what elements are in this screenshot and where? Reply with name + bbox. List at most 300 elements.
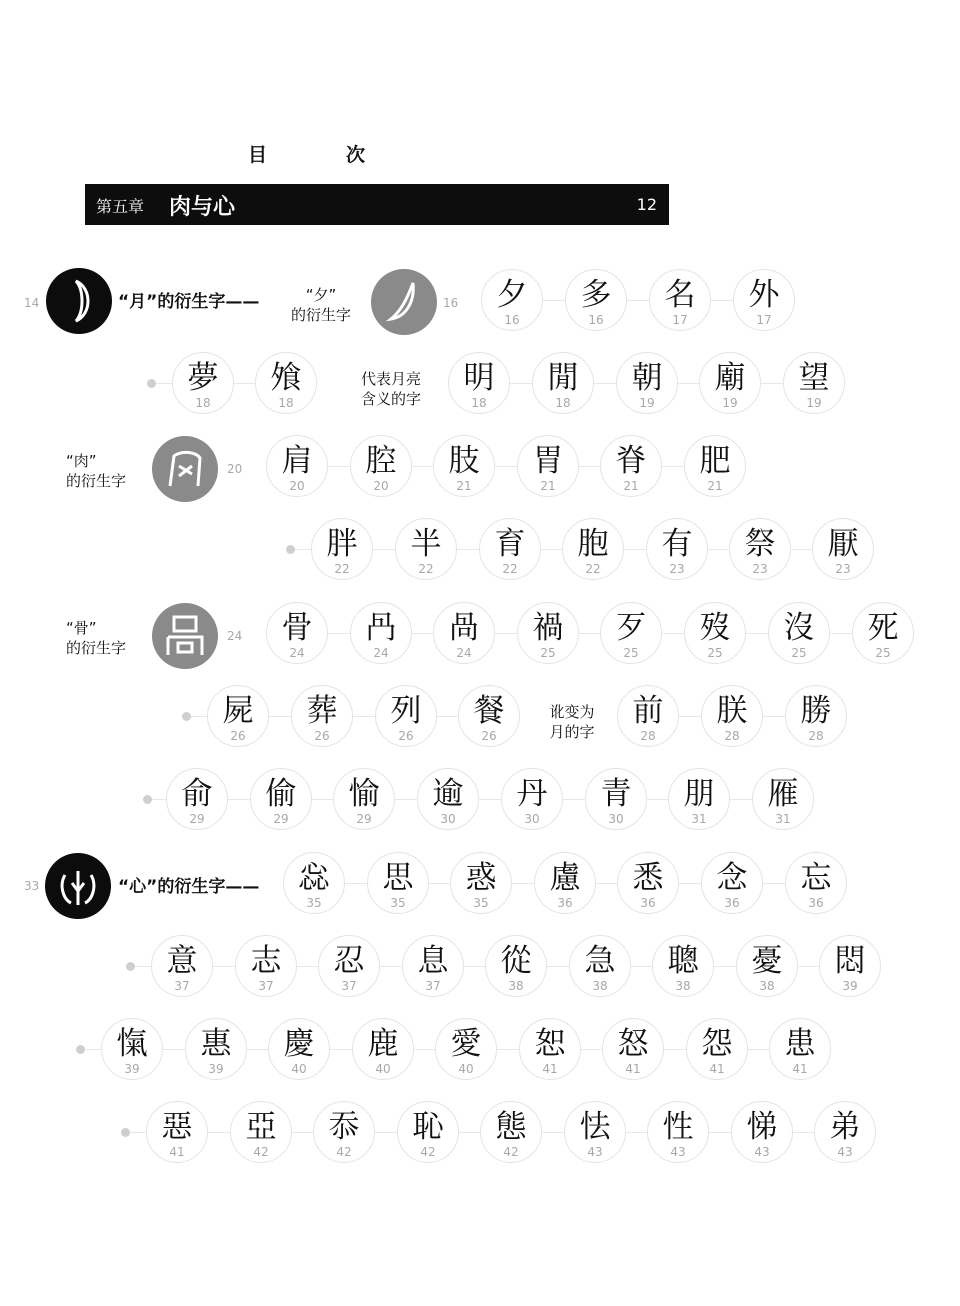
- row-bullet-dot: [182, 712, 191, 721]
- character-entry: [266, 602, 328, 664]
- row-connector-line: [495, 633, 517, 634]
- moon-meaning-note-line2: 含义的字: [360, 390, 421, 408]
- character-row: [0, 518, 960, 588]
- character-entry: [151, 935, 213, 997]
- row-connector-line: [793, 1132, 814, 1133]
- character-page-number: 23: [835, 562, 851, 576]
- row-connector-line: [708, 549, 729, 550]
- character-glyph: 餐: [473, 693, 505, 729]
- character-page-number: 22: [334, 562, 350, 576]
- character-glyph: 悉: [632, 860, 664, 896]
- character-page-number: 41: [792, 1062, 808, 1076]
- character-glyph: 愉: [348, 776, 380, 812]
- character-row: [0, 435, 960, 505]
- character-row: [0, 602, 960, 672]
- character-glyph: 志: [250, 943, 282, 979]
- row-connector-line: [679, 883, 701, 884]
- character-entry: [479, 518, 541, 580]
- character-entry: [783, 352, 845, 414]
- character-entry: [485, 935, 547, 997]
- character-page-number: 40: [458, 1062, 474, 1076]
- character-page-number: 41: [709, 1062, 725, 1076]
- heart-section-page: 33: [24, 879, 40, 893]
- character-glyph: 雁: [767, 776, 799, 812]
- row-connector-line: [594, 383, 616, 384]
- character-entry: [448, 352, 510, 414]
- character-entry: [769, 1018, 831, 1080]
- character-glyph: 急: [584, 943, 616, 979]
- character-glyph: 惠: [200, 1026, 232, 1062]
- row-connector-line: [512, 883, 534, 884]
- row-connector-line: [714, 966, 736, 967]
- row-connector-line: [579, 466, 600, 467]
- character-glyph: 祭: [744, 526, 776, 562]
- row-connector-line: [292, 1132, 313, 1133]
- character-entry: [562, 518, 624, 580]
- character-entry: [569, 935, 631, 997]
- moon-section-page: 14: [24, 296, 40, 310]
- row-connector-line: [761, 383, 783, 384]
- character-glyph: 惑: [465, 860, 497, 896]
- character-entry: [814, 1101, 876, 1163]
- character-entry: [686, 1018, 748, 1080]
- character-page-number: 29: [189, 812, 205, 826]
- character-glyph: 態: [495, 1109, 527, 1145]
- character-page-number: 38: [759, 979, 775, 993]
- character-glyph: 鹿: [367, 1026, 399, 1062]
- character-page-number: 39: [842, 979, 858, 993]
- character-glyph: 前: [632, 693, 664, 729]
- character-entry: [701, 852, 763, 914]
- character-glyph: 息: [417, 943, 449, 979]
- row-connector-line: [495, 466, 517, 467]
- character-page-number: 18: [471, 396, 487, 410]
- character-entry: [255, 352, 317, 414]
- chapter-title: 肉与心: [169, 195, 236, 220]
- row-connector-line: [581, 1049, 602, 1050]
- character-glyph: 患: [784, 1026, 816, 1062]
- character-entry: [350, 602, 412, 664]
- row-connector-line: [375, 1132, 397, 1133]
- character-page-number: 43: [754, 1145, 770, 1159]
- row-connector-line: [497, 1049, 519, 1050]
- character-entry: [812, 518, 874, 580]
- character-entry: [652, 935, 714, 997]
- row-connector-line: [709, 1132, 731, 1133]
- character-entry: [350, 435, 412, 497]
- character-entry: [501, 768, 563, 830]
- row-connector-line: [312, 799, 333, 800]
- row-connector-line: [547, 966, 569, 967]
- heart-section-label: “心”的衍生字——: [118, 877, 260, 897]
- row-connector-line: [798, 966, 819, 967]
- character-page-number: 31: [775, 812, 791, 826]
- row-connector-line: [711, 300, 733, 301]
- character-page-number: 23: [752, 562, 768, 576]
- row-connector-line: [748, 1049, 769, 1050]
- character-page-number: 41: [542, 1062, 558, 1076]
- character-page-number: 36: [640, 896, 656, 910]
- row-connector-line: [85, 1049, 101, 1050]
- character-glyph: 丹: [516, 776, 548, 812]
- character-page-number: 19: [806, 396, 822, 410]
- character-page-number: 43: [670, 1145, 686, 1159]
- character-entry: [166, 768, 228, 830]
- row-connector-line: [152, 799, 166, 800]
- character-entry: [480, 1101, 542, 1163]
- character-glyph: 青: [600, 776, 632, 812]
- character-page-number: 42: [420, 1145, 436, 1159]
- character-glyph: 弟: [829, 1109, 861, 1145]
- character-page-number: 24: [373, 646, 389, 660]
- character-glyph: 脊: [615, 443, 647, 479]
- row-connector-line: [579, 633, 600, 634]
- character-entry: [768, 602, 830, 664]
- character-glyph: 腔: [365, 443, 397, 479]
- row-connector-line: [295, 549, 311, 550]
- character-entry: [647, 1101, 709, 1163]
- character-entry: [617, 685, 679, 747]
- row-bullet-dot: [126, 962, 135, 971]
- character-entry: [602, 1018, 664, 1080]
- character-glyph: 沒: [783, 610, 815, 646]
- toc-title: 目 次: [248, 144, 396, 166]
- character-page-number: 30: [440, 812, 456, 826]
- character-page-number: 26: [481, 729, 497, 743]
- character-glyph: 逾: [432, 776, 464, 812]
- character-entry: [564, 1101, 626, 1163]
- character-entry: [585, 768, 647, 830]
- character-glyph: 亞: [245, 1109, 277, 1145]
- row-connector-line: [541, 549, 562, 550]
- character-entry: [616, 352, 678, 414]
- character-page-number: 36: [724, 896, 740, 910]
- row-connector-line: [626, 1132, 647, 1133]
- character-page-number: 25: [791, 646, 807, 660]
- character-page-number: 36: [808, 896, 824, 910]
- character-row: [0, 935, 960, 1005]
- character-glyph: 列: [390, 693, 422, 729]
- character-entry: [402, 935, 464, 997]
- row-connector-line: [746, 633, 768, 634]
- row-connector-line: [457, 549, 479, 550]
- character-page-number: 28: [640, 729, 656, 743]
- character-page-number: 43: [587, 1145, 603, 1159]
- chapter-page: 12: [636, 195, 657, 214]
- row-bullet-dot: [147, 379, 156, 388]
- character-glyph: 骨: [281, 610, 313, 646]
- row-connector-line: [208, 1132, 230, 1133]
- character-entry: [250, 768, 312, 830]
- character-glyph: 從: [500, 943, 532, 979]
- character-glyph: 慶: [283, 1026, 315, 1062]
- character-page-number: 26: [314, 729, 330, 743]
- character-page-number: 42: [253, 1145, 269, 1159]
- character-glyph: 屍: [222, 693, 254, 729]
- row-bullet-dot: [76, 1045, 85, 1054]
- meat-section-page: 20: [227, 462, 243, 476]
- row-connector-line: [791, 549, 812, 550]
- character-entry: [433, 602, 495, 664]
- character-glyph: 愾: [116, 1026, 148, 1062]
- character-entry: [333, 768, 395, 830]
- character-glyph: 忝: [328, 1109, 360, 1145]
- row-connector-line: [543, 300, 565, 301]
- character-entry: [701, 685, 763, 747]
- character-entry: [731, 1101, 793, 1163]
- character-page-number: 19: [639, 396, 655, 410]
- meat-section-label-line2: 的衍生字: [66, 472, 127, 490]
- character-page-number: 35: [473, 896, 489, 910]
- character-page-number: 37: [258, 979, 274, 993]
- character-glyph: 葬: [306, 693, 338, 729]
- row-connector-line: [328, 633, 350, 634]
- character-page-number: 29: [356, 812, 372, 826]
- character-glyph: 育: [494, 526, 526, 562]
- character-entry: [517, 602, 579, 664]
- evening-section-page: 16: [443, 296, 459, 310]
- character-entry: [266, 435, 328, 497]
- character-entry: [684, 602, 746, 664]
- bone-section-page: 24: [227, 629, 243, 643]
- character-page-number: 21: [456, 479, 472, 493]
- character-page-number: 22: [502, 562, 518, 576]
- row-connector-line: [156, 383, 172, 384]
- character-page-number: 28: [808, 729, 824, 743]
- character-glyph: 夢: [187, 360, 219, 396]
- row-connector-line: [414, 1049, 435, 1050]
- row-connector-line: [353, 716, 375, 717]
- character-entry: [668, 768, 730, 830]
- character-entry: [565, 269, 627, 331]
- character-glyph: 歹: [615, 610, 647, 646]
- moon-section-label: “月”的衍生字——: [118, 292, 260, 312]
- character-row: [0, 1018, 960, 1088]
- character-glyph: 半: [410, 526, 442, 562]
- row-connector-line: [763, 716, 785, 717]
- character-entry: [146, 1101, 208, 1163]
- character-glyph: 朋: [683, 776, 715, 812]
- character-glyph: 俞: [181, 776, 213, 812]
- character-row: [0, 768, 960, 838]
- row-connector-line: [763, 883, 785, 884]
- character-page-number: 37: [425, 979, 441, 993]
- character-page-number: 36: [557, 896, 573, 910]
- character-page-number: 35: [390, 896, 406, 910]
- character-page-number: 35: [306, 896, 322, 910]
- row-connector-line: [647, 799, 668, 800]
- character-glyph: 恕: [534, 1026, 566, 1062]
- character-page-number: 38: [592, 979, 608, 993]
- character-glyph: 望: [798, 360, 830, 396]
- character-page-number: 24: [289, 646, 305, 660]
- character-glyph: 胃: [532, 443, 564, 479]
- character-glyph: 忍: [333, 943, 365, 979]
- character-entry: [729, 518, 791, 580]
- row-connector-line: [678, 383, 699, 384]
- character-glyph: 禍: [532, 610, 564, 646]
- character-page-number: 38: [508, 979, 524, 993]
- character-glyph: 閒: [547, 360, 579, 396]
- row-connector-line: [464, 966, 485, 967]
- character-page-number: 25: [707, 646, 723, 660]
- character-glyph: 胖: [326, 526, 358, 562]
- character-page-number: 37: [174, 979, 190, 993]
- character-glyph: 肢: [448, 443, 480, 479]
- character-entry: [519, 1018, 581, 1080]
- character-entry: [646, 518, 708, 580]
- character-entry: [207, 685, 269, 747]
- character-page-number: 22: [418, 562, 434, 576]
- character-page-number: 29: [273, 812, 289, 826]
- row-connector-line: [228, 799, 250, 800]
- character-row: [0, 1101, 960, 1171]
- character-glyph: 夕: [496, 277, 528, 313]
- character-page-number: 30: [524, 812, 540, 826]
- character-glyph: 名: [664, 277, 696, 313]
- character-page-number: 25: [540, 646, 556, 660]
- character-glyph: 惢: [298, 860, 330, 896]
- evening-sub-label-line2: 的衍生字: [290, 306, 351, 324]
- character-entry: [435, 1018, 497, 1080]
- bone-section-label-line1: “骨”: [66, 619, 97, 637]
- character-glyph: 多: [580, 277, 612, 313]
- character-page-number: 43: [837, 1145, 853, 1159]
- character-glyph: 悶: [834, 943, 866, 979]
- character-page-number: 16: [504, 313, 520, 327]
- character-glyph: 歿: [699, 610, 731, 646]
- character-glyph: 忘: [800, 860, 832, 896]
- row-connector-line: [459, 1132, 480, 1133]
- character-row: [0, 352, 960, 422]
- row-connector-line: [664, 1049, 686, 1050]
- character-glyph: 胞: [577, 526, 609, 562]
- character-entry: [733, 269, 795, 331]
- character-entry: [417, 768, 479, 830]
- row-connector-line: [135, 966, 151, 967]
- row-connector-line: [191, 716, 207, 717]
- row-connector-line: [437, 716, 458, 717]
- character-page-number: 16: [588, 313, 604, 327]
- row-connector-line: [631, 966, 652, 967]
- row-connector-line: [345, 883, 367, 884]
- character-page-number: 40: [291, 1062, 307, 1076]
- meat-section-label-line1: “肉”: [66, 452, 97, 470]
- row-connector-line: [380, 966, 402, 967]
- character-entry: [101, 1018, 163, 1080]
- row-connector-line: [563, 799, 585, 800]
- character-page-number: 31: [691, 812, 707, 826]
- character-glyph: 偷: [265, 776, 297, 812]
- character-entry: [283, 852, 345, 914]
- character-glyph: 朝: [631, 360, 663, 396]
- character-row: [0, 685, 960, 755]
- row-connector-line: [412, 633, 433, 634]
- row-connector-line: [373, 549, 395, 550]
- character-page-number: 21: [707, 479, 723, 493]
- character-page-number: 40: [375, 1062, 391, 1076]
- row-connector-line: [330, 1049, 352, 1050]
- row-connector-line: [247, 1049, 268, 1050]
- character-page-number: 25: [623, 646, 639, 660]
- character-entry: [752, 768, 814, 830]
- character-glyph: 厭: [827, 526, 859, 562]
- character-entry: [268, 1018, 330, 1080]
- character-entry: [367, 852, 429, 914]
- character-entry: [534, 852, 596, 914]
- row-connector-line: [596, 883, 617, 884]
- character-glyph: 慮: [549, 860, 581, 896]
- character-glyph: 惡: [161, 1109, 193, 1145]
- row-connector-line: [395, 799, 417, 800]
- character-entry: [785, 685, 847, 747]
- character-page-number: 18: [278, 396, 294, 410]
- character-entry: [819, 935, 881, 997]
- row-bullet-dot: [286, 545, 295, 554]
- character-page-number: 22: [585, 562, 601, 576]
- character-entry: [600, 435, 662, 497]
- character-entry: [532, 352, 594, 414]
- character-glyph: 悌: [746, 1109, 778, 1145]
- character-entry: [230, 1101, 292, 1163]
- row-connector-line: [627, 300, 649, 301]
- row-connector-line: [269, 716, 291, 717]
- character-page-number: 18: [195, 396, 211, 410]
- character-page-number: 42: [336, 1145, 352, 1159]
- character-glyph: 聰: [667, 943, 699, 979]
- character-glyph: 意: [166, 943, 198, 979]
- character-glyph: 明: [463, 360, 495, 396]
- character-entry: [600, 602, 662, 664]
- row-connector-line: [429, 883, 450, 884]
- character-page-number: 18: [555, 396, 571, 410]
- character-page-number: 21: [540, 479, 556, 493]
- row-connector-line: [624, 549, 646, 550]
- character-entry: [311, 518, 373, 580]
- character-entry: [517, 435, 579, 497]
- character-entry: [172, 352, 234, 414]
- character-glyph: 廟: [714, 360, 746, 396]
- character-page-number: 28: [724, 729, 740, 743]
- character-page-number: 30: [608, 812, 624, 826]
- row-bullet-dot: [121, 1128, 130, 1137]
- character-page-number: 19: [722, 396, 738, 410]
- character-page-number: 41: [625, 1062, 641, 1076]
- character-entry: [785, 852, 847, 914]
- character-glyph: 勝: [800, 693, 832, 729]
- row-bullet-dot: [143, 795, 152, 804]
- row-connector-line: [662, 466, 684, 467]
- character-page-number: 20: [373, 479, 389, 493]
- character-glyph: 朕: [716, 693, 748, 729]
- character-entry: [291, 685, 353, 747]
- character-entry: [433, 435, 495, 497]
- character-glyph: 肥: [699, 443, 731, 479]
- character-entry: [649, 269, 711, 331]
- character-page-number: 39: [124, 1062, 140, 1076]
- row-connector-line: [234, 383, 255, 384]
- character-entry: [699, 352, 761, 414]
- character-page-number: 26: [398, 729, 414, 743]
- character-entry: [481, 269, 543, 331]
- character-entry: [352, 1018, 414, 1080]
- character-entry: [458, 685, 520, 747]
- row-connector-line: [510, 383, 532, 384]
- moon-meaning-note-line1: 代表月亮: [360, 370, 421, 388]
- row-connector-line: [730, 799, 752, 800]
- row-connector-line: [130, 1132, 146, 1133]
- character-page-number: 37: [341, 979, 357, 993]
